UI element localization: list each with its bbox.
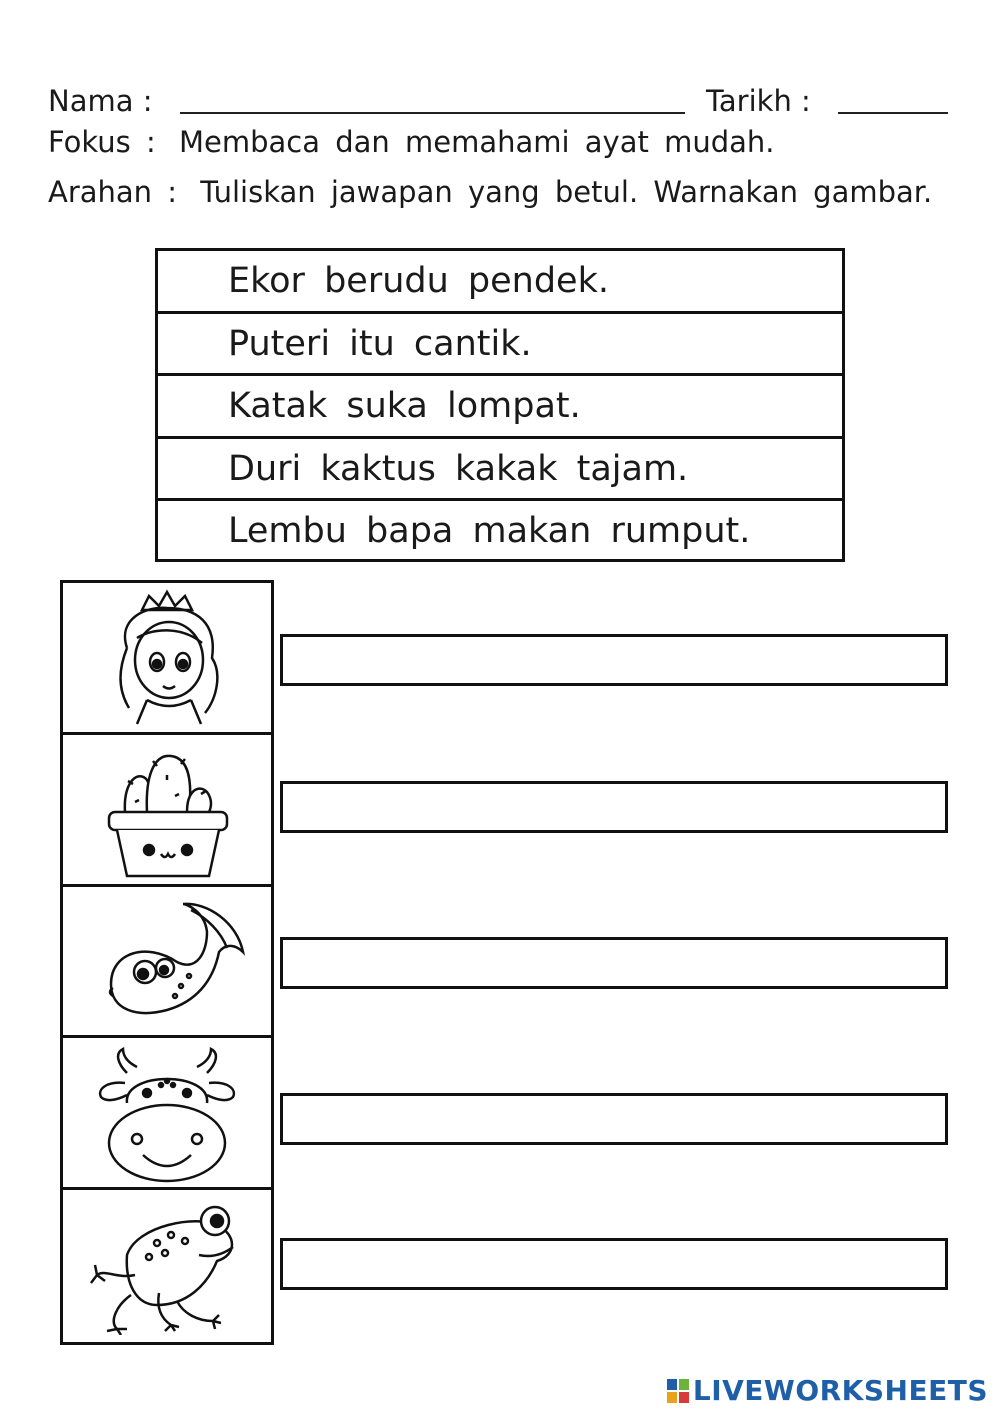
brand-name: LIVEWORKSHEETS [692, 1374, 988, 1407]
focus-text: Membaca dan memahami ayat mudah. [179, 125, 775, 159]
answer-box[interactable] [280, 937, 948, 989]
frog-picture [63, 1190, 271, 1342]
date-row [706, 84, 811, 118]
princess-picture [63, 583, 271, 735]
focus-row [48, 125, 775, 159]
cactus-picture [63, 735, 271, 887]
cow-icon [87, 1043, 247, 1183]
sentence-row[interactable]: Duri kaktus kakak tajam. [158, 439, 842, 502]
sentence-row[interactable]: Puteri itu cantik. [158, 314, 842, 377]
princess-icon [87, 588, 247, 728]
answer-box[interactable] [280, 634, 948, 686]
instruction-row [48, 175, 932, 209]
answer-box[interactable] [280, 1238, 948, 1290]
tadpole-icon [87, 892, 247, 1032]
sentence-row[interactable]: Katak suka lompat. [158, 376, 842, 439]
date-label: Tarikh : [706, 84, 811, 118]
sentence-table [155, 248, 845, 562]
frog-icon [87, 1195, 247, 1335]
cow-picture [63, 1038, 271, 1190]
tadpole-picture [63, 887, 271, 1039]
sentence-row[interactable]: Ekor berudu pendek. [158, 251, 842, 314]
name-row [48, 84, 152, 118]
focus-label: Fokus : [48, 125, 156, 159]
name-underline[interactable] [180, 112, 685, 114]
instruction-label: Arahan : [48, 175, 178, 209]
date-underline[interactable] [838, 112, 948, 114]
sentence-row[interactable]: Lembu bapa makan rumput. [228, 511, 751, 551]
name-label: Nama : [48, 84, 153, 118]
liveworksheets-icon [667, 1379, 689, 1403]
cactus-icon [87, 740, 247, 880]
picture-column [60, 580, 274, 1345]
answer-box[interactable] [280, 1093, 948, 1145]
liveworksheets-logo [667, 1374, 988, 1407]
answer-box[interactable] [280, 781, 948, 833]
instruction-text: Tuliskan jawapan yang betul. Warnakan gambar. [200, 175, 933, 209]
